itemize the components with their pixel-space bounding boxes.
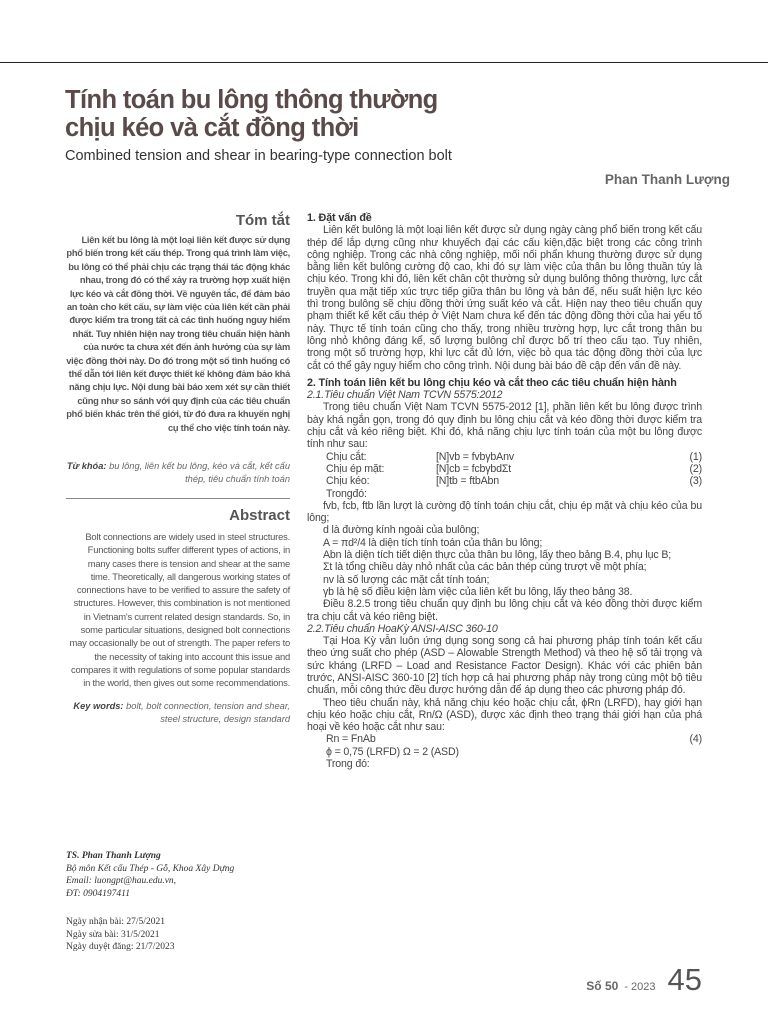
section-2-1-paragraph-2: Điều 8.2.5 trong tiêu chuẩn quy định bu lông chịu cắt và kéo đồng thời được kiểm tra chịu cắt và kéo riêng biệt. xyxy=(307,598,702,623)
abstract-heading: Abstract xyxy=(229,507,290,524)
section-2-2-paragraph-2: Theo tiêu chuẩn này, khả năng chịu kéo hoặc chịu cắt, ϕRn (LRFD), hay giới hạn chịu kéo hoặc chịu cắt, Rn/Ω (ASD), được xác định theo trạng thái giới hạn của phá hoại về kéo hoặc cắt như sau: xyxy=(307,696,703,734)
summary-heading: Tóm tắt xyxy=(235,212,290,229)
section-2-heading: 2. Tính toán liên kết bu lông chịu kéo và cắt theo các tiêu chuẩn hiện hành xyxy=(307,376,677,389)
summary-text: Liên kết bu lông là một loại liên kết được sử dụng phổ biến trong kết cấu thép. Trong quá trình làm việc, bu lông có thể phải chịu các trạng thái tác động khác nhau, trong đó có thể xảy ra trường hợp xuất hiện lực kéo và cắt đồng thời. Về nguyên tắc, để đảm bảo an toàn cho kết cấu, sự làm việc của liên kết cần phải được kiểm tra trong tất cả các tình huống nguy hiểm nhất. Tuy nhiên hiện nay trong tiêu chuẩn hiện hành của nước ta chưa xét đến ảnh hưởng của sự làm việc đồng thời này. Do đó trong một số tình huống có thể dẫn tới liên kết được thiết kế không đảm bảo khả năng chịu lực. Nội dung bài báo xem xét sự cần thiết cũng như so sánh với quy định của các tiêu chuẩn phổ biến khác trên thế giới, từ đó đưa ra khuyến nghị cụ thể cho việc tính toán này. xyxy=(66,235,290,433)
abstract-text: Bolt connections are widely used in steel structures. Functioning bolts suffer different types of actions, in many cases there is tension and shear at the same time. Theoretically, all dangerous working states of connections have to be verified to assure the safety of structures. However, this combination is not mentioned in Vietnam's current related design standards. So, in some particular situations, designed bolt connections may occasionally be out of strength. The paper refers to the necessity of taking into account this issue and compares it with regulations of some popular standards in the world, then gives out some recommendations. xyxy=(69,531,290,689)
page-number: 45 xyxy=(667,962,702,997)
date-revised: Ngày sửa bài: 31/5/2021 xyxy=(66,929,160,940)
definition-2: d là đường kính ngoài của bulông; xyxy=(323,524,480,537)
issue-year: - 2023 xyxy=(624,981,656,993)
definition-3: A = πd²/4 là diện tích tính toán của thân bu lông; xyxy=(323,536,543,549)
equation-4-formula: Rn = FnAb xyxy=(326,733,376,746)
section-2-2-paragraph: Tại Hoa Kỳ vẫn luôn ứng dụng song song cả hai phương pháp tính toán kết cấu theo ứng suất cho phép (ASD – Alowable Strength Method) và theo hệ số tải trọng và sức kháng (LRFD – Load and Resistance Factor Design). Khác với các phiên bản trước, ANSI-AISC 360-10 [2] tích hợp cả hai phương pháp này trong cùng một bộ tiêu chuẩn, mỗi công thức đều được hướng dẫn để áp dụng theo các phương pháp đó. xyxy=(307,635,702,697)
article-subtitle: Combined tension and shear in bearing-type connection bolt xyxy=(65,148,452,164)
where-label-2: Trong đó: xyxy=(326,758,370,771)
date-received: Ngày nhận bài: 27/5/2021 xyxy=(66,917,165,927)
equation-1 xyxy=(307,451,702,463)
keywords-en: bolt, bolt connection, tension and shear, steel structure, design standard xyxy=(126,701,290,724)
section-2-1-heading: 2.1.Tiêu chuẩn Việt Nam TCVN 5575:2012 xyxy=(307,389,503,402)
equation-2 xyxy=(307,463,702,475)
equation-5: ϕ = 0,75 (LRFD) Ω = 2 (ASD) xyxy=(326,745,459,758)
title-line-2: chịu kéo và cắt đồng thời xyxy=(65,114,359,142)
abstract-keywords xyxy=(66,700,290,726)
equation-4-number: (4) xyxy=(689,733,702,746)
section-divider xyxy=(66,498,290,499)
equation-3-number: (3) xyxy=(689,475,702,488)
article-body xyxy=(307,212,702,770)
equation-4 xyxy=(307,733,702,745)
date-accepted: Ngày duyệt đăng: 21/7/2023 xyxy=(66,942,175,952)
keywords-vi: bu lông, liên kết bu lông, kéo và cắt, kết cấu thép, tiêu chuẩn tính toán xyxy=(109,461,290,484)
author-dept: Bộ môn Kết cấu Thép - Gỗ, Khoa Xây Dựng xyxy=(66,863,235,874)
title-line-1: Tính toán bu lông thông thường xyxy=(65,86,438,114)
equation-3 xyxy=(307,475,702,487)
keywords-label-en: Key words: xyxy=(73,701,124,711)
definition-5: Σt là tổng chiều dày nhỏ nhất của các bản thép cùng trượt về một phía; xyxy=(323,561,647,574)
equation-1-number: (1) xyxy=(689,450,702,463)
definition-4: Abn là diện tích tiết diện thực của thân bu lông, lấy theo bảng B.4, phụ lục B; xyxy=(323,549,672,562)
equation-3-label: Chịu kéo: xyxy=(326,475,370,488)
article-author: Phan Thanh Lượng xyxy=(604,172,730,187)
definition-7: γb là hệ số điều kiện làm việc của liên kết bu lông, lấy theo bảng 38. xyxy=(323,585,633,598)
equation-2-label: Chịu ép mặt: xyxy=(326,462,385,475)
equation-1-formula: [N]vb = fvbγbAnv xyxy=(436,450,514,463)
author-name: TS. Phan Thanh Lượng xyxy=(66,851,161,861)
definition-6: nv là số lượng các mặt cắt tính toán; xyxy=(323,573,490,586)
summary-keywords xyxy=(66,460,290,486)
issue-number: Số 50 xyxy=(586,979,619,993)
section-2-2-heading: 2.2.Tiêu chuẩn HoaKỳ ANSI-AISC 360-10 xyxy=(307,622,498,635)
equation-2-formula: [N]cb = fcbγbdΣt xyxy=(436,462,512,475)
author-phone: ĐT: 0904197411 xyxy=(66,888,130,899)
author-info xyxy=(66,850,291,900)
section-1-heading: 1. Đặt vấn đề xyxy=(307,212,372,224)
page-footer xyxy=(586,962,702,998)
keywords-label-vi: Từ khóa: xyxy=(66,461,107,471)
definition-1: fvb, fcb, ftb lần lượt là cường độ tính toán chịu cắt, chịu ép mặt và chịu kéo của bu lông; xyxy=(307,499,702,525)
section-2-1-paragraph: Trong tiêu chuẩn Việt Nam TCVN 5575-2012 [1], phần liên kết bu lông được trình bày khá ngắn gọn, trong đó quy định bu lông chịu cắt và kéo đồng thời được kiểm tra chịu cắt và kéo riêng biệt. Khi đó, khả năng chịu lực tính toán của một bu lông được tính như sau: xyxy=(307,401,702,451)
equation-2-number: (2) xyxy=(689,462,702,475)
equation-3-formula: [N]tb = ftbAbn xyxy=(436,475,499,488)
top-rule xyxy=(0,62,768,63)
article-title xyxy=(65,86,625,142)
section-1-paragraph: Liên kết bulông là một loại liên kết được sử dụng ngày càng phổ biến trong kết cấu thép để lắp dựng cũng như khuyếch đại các cấu kiện,đặc biệt trong các công trình công nghiệp. Trong các nhà công nghiệp, mối nối phẩn khung thường được sử dụng bằng liên kết bulông cường độ cao, khi đó sự làm việc của thân bu lông thuần túy là chịu kéo. Trong khi đó, liên kết chân cột thường sử dụng bulông thông thường, lực cắt truyền qua mặt tiếp xúc trực tiếp giữa thân bu lông và bản đế, nếu suất hiện lực kéo thì trong bulông sẽ chịu đồng thời ứng suất kéo và cắt. Hiện nay theo tiêu chuẩn quy phạm thiết kế kết cấu thép ở Việt Nam chưa kể đến tác động đồng thời của hai yếu tố này. Thực tế tính toán cũng cho thấy, trong nhiều trường hợp, lực cắt trong thân bu lông nhỏ không đáng kể, số lượng bulông chỉ được bố trí theo cấu tạo. Tuy nhiên, trong một số trường hợp, khi lực cắt đủ lớn, việc bỏ qua tác động đồng thời của lực cắt có thể gây nguy hiểm cho công trình. Nội dung bài báo đề cập đến vấn đề này. xyxy=(307,224,702,372)
author-email: Email: luongpt@hau.edu.vn, xyxy=(66,876,177,886)
where-label: Trongđó: xyxy=(326,487,367,500)
equation-1-label: Chịu cắt: xyxy=(326,450,367,463)
article-dates xyxy=(66,916,174,954)
